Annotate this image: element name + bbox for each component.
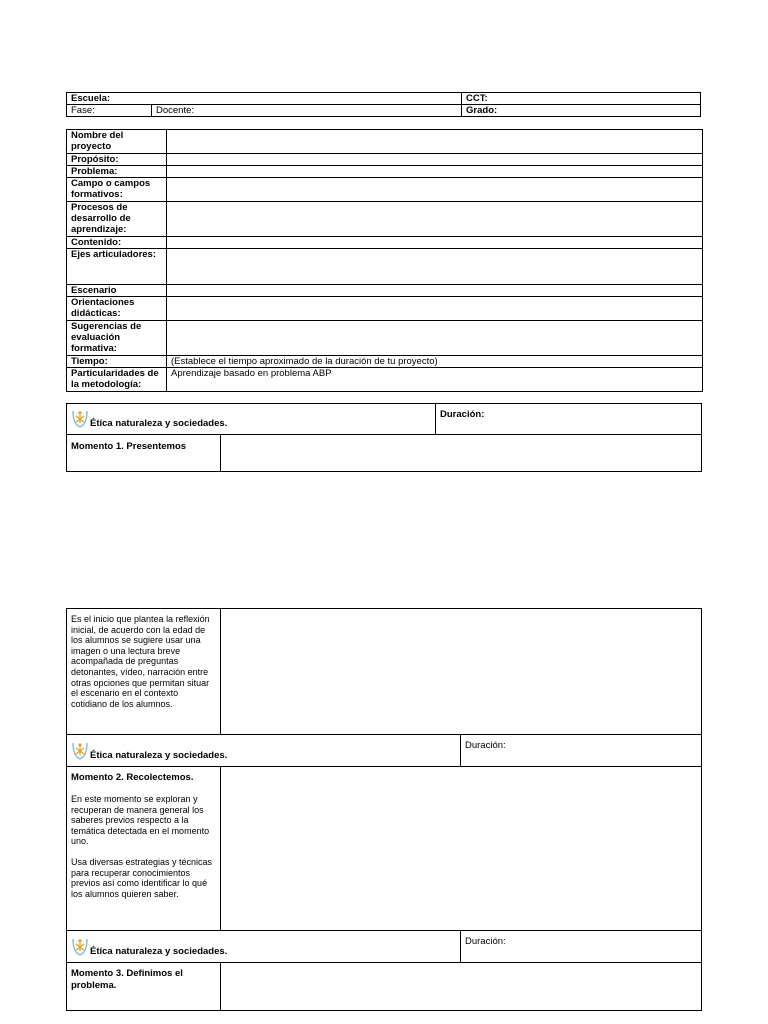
moment3-title: Momento 3. Definimos el problema. xyxy=(71,968,183,991)
project-row-label: Propósito: xyxy=(67,154,167,166)
duration-label: Duración: xyxy=(465,740,506,751)
header-table xyxy=(66,92,701,117)
docente-field[interactable] xyxy=(152,105,462,117)
project-row-value[interactable] xyxy=(167,166,703,178)
duration-label: Duración: xyxy=(440,409,485,420)
cct-field[interactable] xyxy=(462,93,701,105)
escuela-label: Escuela: xyxy=(71,93,111,104)
project-row-label: Escenario xyxy=(67,285,167,297)
subject-logo-icon xyxy=(71,409,89,429)
fase-label: Fase: xyxy=(71,105,95,116)
moment1-description-cell xyxy=(67,609,221,735)
project-row-value[interactable] xyxy=(167,321,703,356)
subject-cell xyxy=(67,404,436,435)
project-row-label: Orientaciones didácticas: xyxy=(67,297,167,321)
project-row-label: Ejes articuladores: xyxy=(67,249,167,285)
project-row-label: Procesos de desarrollo de aprendizaje: xyxy=(67,202,167,237)
project-row-value[interactable]: Aprendizaje basado en problema ABP xyxy=(167,368,703,392)
docente-label: Docente: xyxy=(156,105,195,116)
moment3-activity-cell[interactable] xyxy=(221,963,702,1011)
subject-name: Ética naturaleza y sociedades. xyxy=(90,945,228,957)
moment1-title: Momento 1. Presentemos xyxy=(71,441,187,452)
moment2-paragraph: En este momento se exploran y recuperan de manera general los saberes previos respecto a la temática detectada en el momento uno. xyxy=(71,794,210,847)
project-row-value[interactable] xyxy=(167,237,703,249)
moment1-description: Es el inicio que plantea la reflexión inicial, de acuerdo con la edad de los alumnos se sugiere usar una imagen o una lectura breve acompañada de preguntas detonantes, vídeo, narración entre otras opciones que permitan situar el escenario en el contexto cotidiano de los alumnos. xyxy=(71,614,210,709)
project-row-label: Nombre del proyecto xyxy=(67,130,167,154)
moment2-description-cell xyxy=(67,767,221,931)
subject-name: Ética naturaleza y sociedades. xyxy=(90,749,228,761)
moment2-title: Momento 2. Recolectemos. xyxy=(71,772,194,783)
project-row-value[interactable] xyxy=(167,130,703,154)
project-row-label: Contenido: xyxy=(67,237,167,249)
moment3-title-cell xyxy=(67,963,221,1011)
subject-name: Ética naturaleza y sociedades. xyxy=(90,418,228,429)
duration-label: Duración: xyxy=(465,936,506,947)
escuela-field[interactable] xyxy=(67,93,462,105)
project-row-value[interactable] xyxy=(167,178,703,202)
moment1-content-cell[interactable] xyxy=(221,435,702,472)
project-row-value[interactable] xyxy=(167,297,703,321)
cct-label: CCT: xyxy=(466,93,488,104)
project-row-label: Problema: xyxy=(67,166,167,178)
grado-label: Grado: xyxy=(466,105,498,116)
project-row-value[interactable] xyxy=(167,202,703,237)
duration-cell[interactable] xyxy=(461,735,702,767)
fase-field[interactable] xyxy=(67,105,152,117)
duration-cell[interactable] xyxy=(461,931,702,963)
moment1-activity-cell[interactable] xyxy=(221,609,702,735)
project-row-label: Tiempo: xyxy=(67,356,167,368)
grado-field[interactable] xyxy=(462,105,701,117)
moment2-activity-cell[interactable] xyxy=(221,767,702,931)
project-row-label: Campo o campos formativos: xyxy=(67,178,167,202)
project-row-label: Particularidades de la metodología: xyxy=(67,368,167,392)
moment2-paragraph: Usa diversas estrategias y técnicas para recuperar conocimientos previos así como identificar lo qué los alumnos quieren saber. xyxy=(71,856,213,899)
subject-logo-icon xyxy=(71,741,89,761)
project-row-value[interactable] xyxy=(167,154,703,166)
project-row-value[interactable] xyxy=(167,285,703,297)
project-table xyxy=(66,129,703,392)
subject-cell xyxy=(67,931,461,963)
moment1-title-cell xyxy=(67,435,221,472)
moment1-table xyxy=(66,403,702,472)
duration-cell[interactable] xyxy=(436,404,702,435)
project-row-label: Sugerencias de evaluación formativa: xyxy=(67,321,167,356)
subject-cell xyxy=(67,735,461,767)
subject-logo-icon xyxy=(71,937,89,957)
project-row-value[interactable]: (Establece el tiempo aproximado de la duración de tu proyecto) xyxy=(167,356,703,368)
moments-table xyxy=(66,608,702,1011)
project-row-value[interactable] xyxy=(167,249,703,285)
